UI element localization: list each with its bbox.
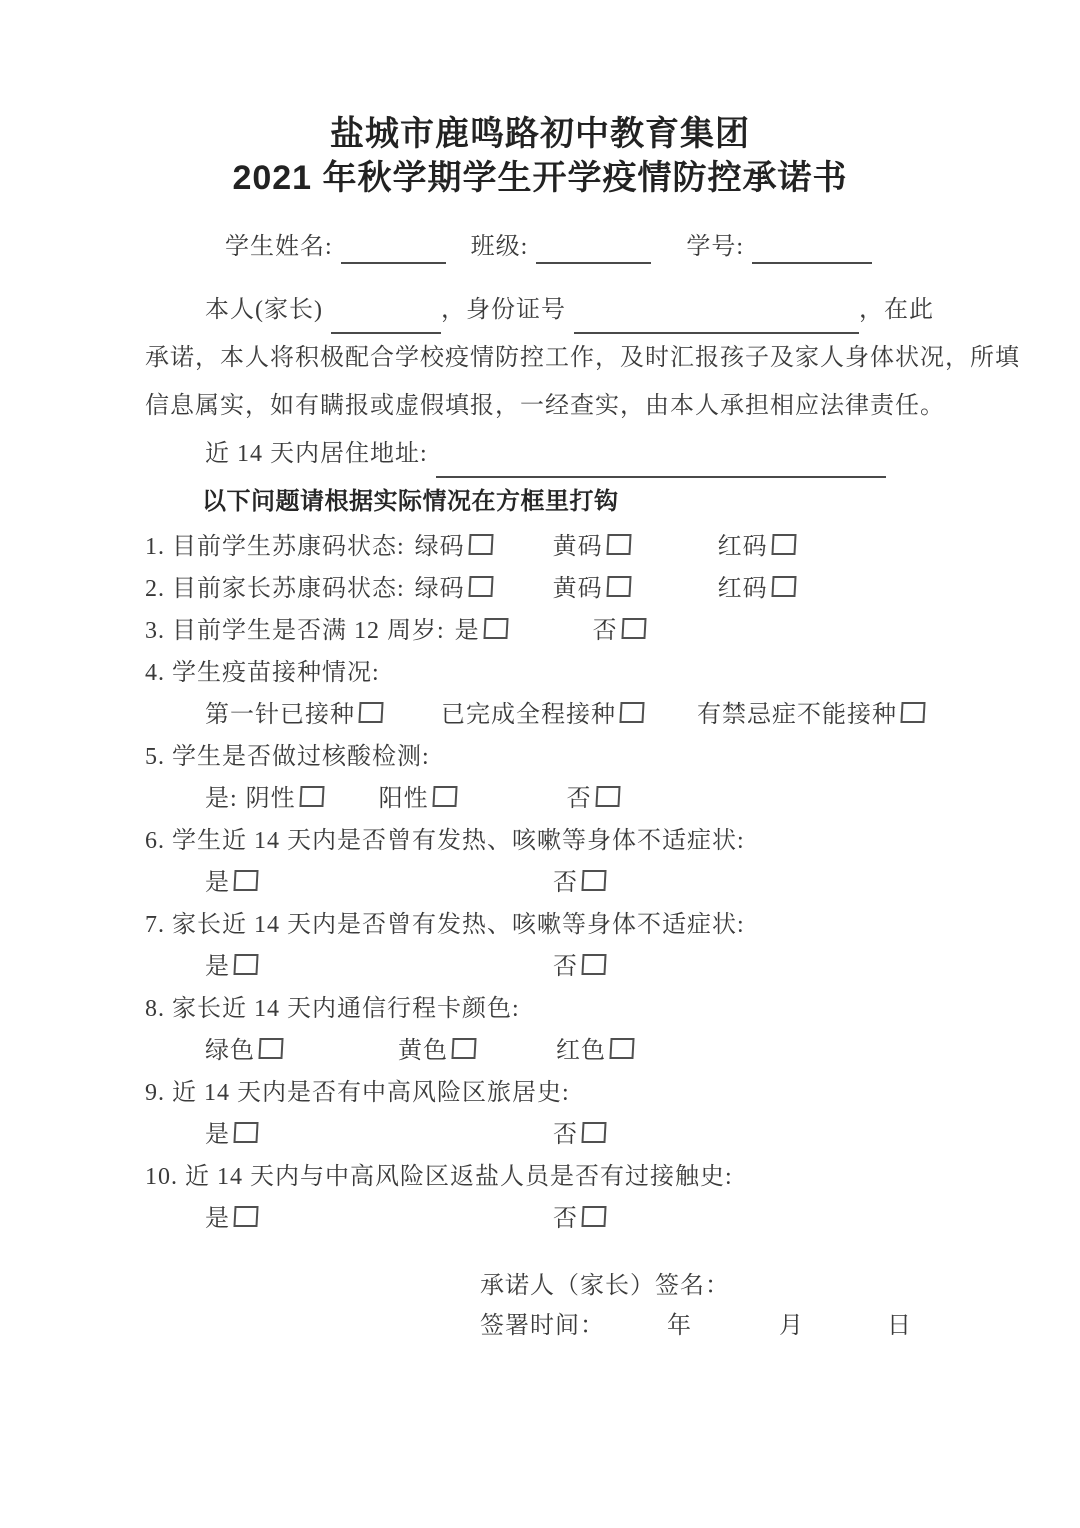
- q6-yes-label: 是: [205, 870, 230, 896]
- question-10-label: 10. 近 14 天内与中高风险区返盐人员是否有过接触史:: [145, 1164, 733, 1190]
- address-row: [145, 430, 935, 478]
- question-1-label: 1. 目前学生苏康码状态:: [145, 534, 405, 560]
- question-9-row: [145, 1072, 935, 1114]
- q7-no-checkbox[interactable]: [581, 954, 606, 975]
- question-9-label: 9. 近 14 天内是否有中高风险区旅居史:: [145, 1080, 570, 1106]
- student-id-label: 学号:: [686, 234, 745, 260]
- address-label: 近 14 天内居住地址:: [205, 441, 428, 467]
- q3-yes-label: 是: [454, 618, 480, 644]
- q1-yellow-code-label: 黄码: [552, 534, 603, 560]
- q6-no-checkbox[interactable]: [581, 870, 606, 891]
- question-5-options-row: [145, 778, 935, 820]
- q4-first-dose-checkbox[interactable]: [358, 702, 383, 723]
- signer-name-label: 承诺人（家长）签名：: [480, 1273, 730, 1299]
- q4-contraindicated-label: 有禁忌症不能接种: [697, 702, 897, 728]
- q5-negative-checkbox[interactable]: [299, 786, 324, 807]
- question-5-row: [145, 736, 935, 778]
- student-info-row: [225, 230, 935, 264]
- question-10-options-row: [145, 1198, 935, 1240]
- question-4-options-row: [145, 694, 935, 736]
- pledge-line1: [145, 286, 935, 334]
- year-label: 年: [667, 1313, 692, 1339]
- q1-green-code-label: 绿码: [414, 534, 465, 560]
- question-list: [145, 526, 935, 1240]
- month-label: 月: [779, 1313, 804, 1339]
- q2-yellow-code-label: 黄码: [552, 576, 603, 602]
- parent-name-input[interactable]: [331, 306, 441, 334]
- q8-red-label: 红色: [556, 1038, 606, 1064]
- question-1-row: [145, 526, 935, 568]
- q9-yes-checkbox[interactable]: [233, 1122, 258, 1143]
- question-3-label: 3. 目前学生是否满 12 周岁:: [145, 618, 445, 644]
- question-9-options-row: [145, 1114, 935, 1156]
- question-4-row: [145, 652, 935, 694]
- sign-date-row: [480, 1306, 935, 1346]
- question-8-options-row: [145, 1030, 935, 1072]
- sign-date-label: 签署时间：: [480, 1313, 605, 1339]
- q5-no-checkbox[interactable]: [595, 786, 620, 807]
- q6-no-label: 否: [553, 870, 578, 896]
- q7-yes-label: 是: [205, 954, 230, 980]
- q1-red-code-checkbox[interactable]: [771, 534, 796, 555]
- q5-no-label: 否: [566, 786, 592, 812]
- q2-green-code-checkbox[interactable]: [468, 576, 493, 597]
- question-10-row: [145, 1156, 935, 1198]
- student-name-input[interactable]: [341, 236, 446, 264]
- q4-first-dose-label: 第一针已接种: [205, 702, 355, 728]
- q2-yellow-code-checkbox[interactable]: [606, 576, 631, 597]
- pledge-line2: 承诺，本人将积极配合学校疫情防控工作，及时汇报孩子及家人身体状况，所填: [145, 345, 1020, 371]
- question-8-row: [145, 988, 935, 1030]
- q10-yes-label: 是: [205, 1206, 230, 1232]
- q5-yes-prefix: 是:: [205, 786, 238, 812]
- address-input[interactable]: [436, 450, 886, 478]
- question-3-row: [145, 610, 935, 652]
- q3-no-checkbox[interactable]: [621, 618, 646, 639]
- q4-fully-vaccinated-checkbox[interactable]: [619, 702, 644, 723]
- question-7-label: 7. 家长近 14 天内是否曾有发热、咳嗽等身体不适症状:: [145, 912, 745, 938]
- q2-red-code-checkbox[interactable]: [771, 576, 796, 597]
- signer-name-row: [480, 1266, 935, 1306]
- q2-red-code-label: 红码: [717, 576, 768, 602]
- q1-yellow-code-checkbox[interactable]: [606, 534, 631, 555]
- q8-yellow-checkbox[interactable]: [451, 1038, 476, 1059]
- document-title-line2: 2021 年秋学期学生开学疫情防控承诺书: [232, 159, 848, 197]
- class-label: 班级:: [470, 234, 529, 260]
- q10-yes-checkbox[interactable]: [233, 1206, 258, 1227]
- q8-green-checkbox[interactable]: [258, 1038, 283, 1059]
- question-2-row: [145, 568, 935, 610]
- day-label: 日: [887, 1313, 912, 1339]
- document-title-line1: 盐城市鹿鸣路初中教育集团: [330, 115, 750, 153]
- q9-no-label: 否: [553, 1122, 578, 1148]
- question-4-label: 4. 学生疫苗接种情况:: [145, 660, 380, 686]
- q6-yes-checkbox[interactable]: [233, 870, 258, 891]
- id-number-label: ，身份证号: [440, 297, 566, 323]
- q10-no-label: 否: [553, 1206, 578, 1232]
- q5-positive-label: 阳性: [378, 786, 429, 812]
- q1-red-code-label: 红码: [717, 534, 768, 560]
- q8-green-label: 绿色: [205, 1038, 255, 1064]
- pledge-line3: 信息属实，如有瞒报或虚假填报，一经查实，由本人承担相应法律责任。: [145, 393, 945, 419]
- q4-contraindicated-checkbox[interactable]: [900, 702, 925, 723]
- pledge-suffix: ，在此: [858, 297, 934, 323]
- q8-yellow-label: 黄色: [398, 1038, 448, 1064]
- q10-no-checkbox[interactable]: [581, 1206, 606, 1227]
- question-6-options-row: [145, 862, 935, 904]
- instruction-heading: 以下问题请根据实际情况在方框里打钩: [202, 488, 619, 515]
- question-7-row: [145, 904, 935, 946]
- class-input[interactable]: [536, 236, 651, 264]
- q5-positive-checkbox[interactable]: [432, 786, 457, 807]
- q2-green-code-label: 绿码: [414, 576, 465, 602]
- q8-red-checkbox[interactable]: [609, 1038, 634, 1059]
- question-6-row: [145, 820, 935, 862]
- question-5-label: 5. 学生是否做过核酸检测:: [145, 744, 430, 770]
- id-number-input[interactable]: [574, 306, 859, 334]
- q1-green-code-checkbox[interactable]: [468, 534, 493, 555]
- question-7-options-row: [145, 946, 935, 988]
- question-6-label: 6. 学生近 14 天内是否曾有发热、咳嗽等身体不适症状:: [145, 828, 745, 854]
- pledge-paragraph: [145, 286, 1020, 430]
- q3-no-label: 否: [592, 618, 618, 644]
- student-id-input[interactable]: [752, 236, 872, 264]
- question-2-label: 2. 目前家长苏康码状态:: [145, 576, 405, 602]
- q4-fully-vaccinated-label: 已完成全程接种: [441, 702, 616, 728]
- q7-no-label: 否: [553, 954, 578, 980]
- student-name-label: 学生姓名:: [225, 234, 333, 260]
- q3-yes-checkbox[interactable]: [483, 618, 508, 639]
- q9-yes-label: 是: [205, 1122, 230, 1148]
- q5-negative-label: 阴性: [245, 786, 296, 812]
- signature-block: [480, 1266, 935, 1346]
- pledge-prefix: 本人(家长): [205, 297, 323, 323]
- q9-no-checkbox[interactable]: [581, 1122, 606, 1143]
- question-8-label: 8. 家长近 14 天内通信行程卡颜色:: [145, 996, 520, 1022]
- q7-yes-checkbox[interactable]: [233, 954, 258, 975]
